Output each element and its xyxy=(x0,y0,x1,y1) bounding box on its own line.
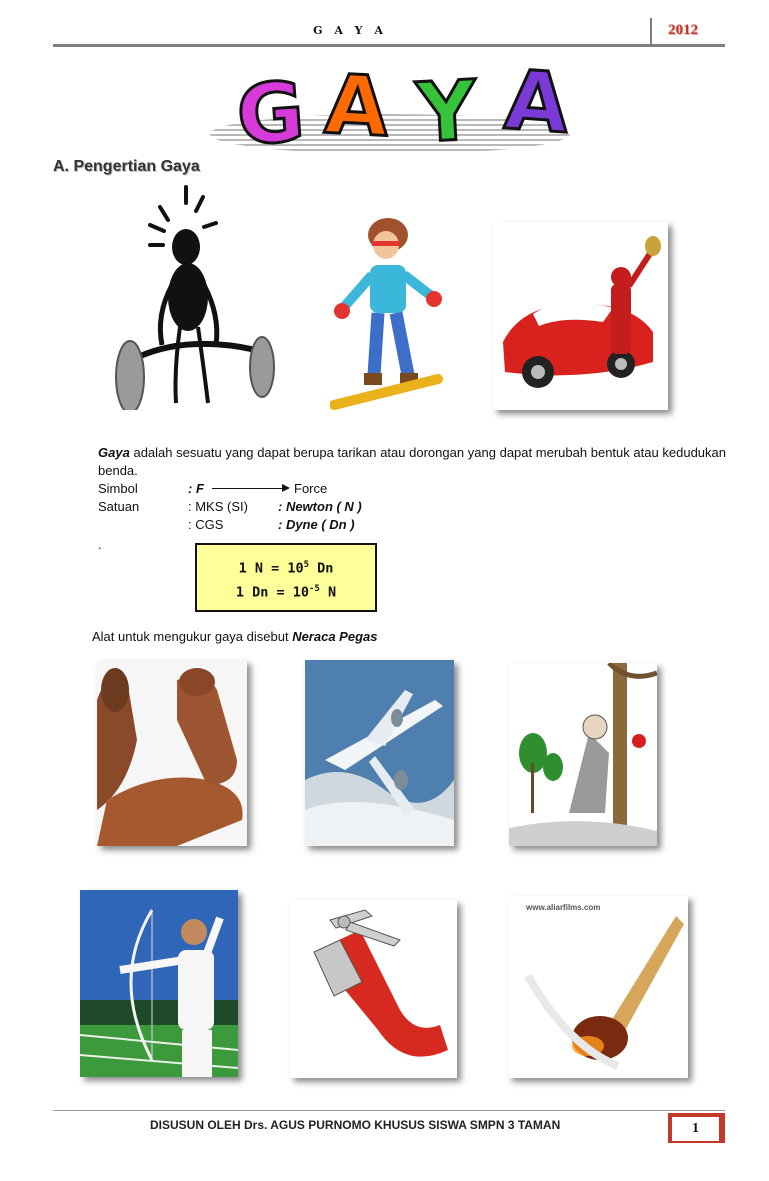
header-year: 2012 xyxy=(668,22,698,38)
symbol-arrow xyxy=(212,488,286,489)
footer-rule xyxy=(53,1110,725,1111)
watermark-text: www.aliarfilms.com xyxy=(526,903,601,912)
tool-sentence xyxy=(92,628,377,646)
weightlifter-image xyxy=(108,185,280,410)
tool-text: Alat untuk mengukur gaya disebut xyxy=(92,629,293,644)
section-heading: A. Pengertian Gaya xyxy=(53,158,200,175)
airplane-image xyxy=(305,660,454,846)
conversion-line-2-unit: N xyxy=(319,584,337,600)
title-banner xyxy=(195,52,585,165)
banner-letter-g: G xyxy=(233,64,308,165)
units-label: Satuan xyxy=(98,499,140,514)
header-rule xyxy=(53,44,725,47)
conversion-line-1-unit: Dn xyxy=(309,560,334,577)
racecar-image xyxy=(493,222,668,410)
symbol-arrow-head xyxy=(282,484,290,492)
conversion-line-1 xyxy=(197,555,375,579)
units-cgs-label: : CGS xyxy=(188,517,224,532)
newton-apple-image xyxy=(509,663,657,846)
units-mks-value: : Newton ( N ) xyxy=(278,499,362,514)
symbol-value-text: : F xyxy=(188,481,204,496)
page-number: 1 xyxy=(672,1117,719,1141)
conversion-line-2-exp: -5 xyxy=(309,583,320,594)
units-cgs-value: : Dyne ( Dn ) xyxy=(278,517,355,532)
definition-text: adalah sesuatu yang dapat berupa tarikan atau dorongan yang dapat merubah bentuk atau kedudukan benda. xyxy=(98,445,726,478)
match-image xyxy=(508,896,688,1078)
banner-letter-a2: A xyxy=(501,52,572,153)
magnet-image xyxy=(290,900,457,1078)
header-title: G A Y A xyxy=(313,24,387,37)
list-dot: . xyxy=(98,537,102,552)
symbol-value xyxy=(188,480,204,498)
units-mks-label: : MKS (SI) xyxy=(188,499,248,514)
definition-term: Gaya xyxy=(98,445,130,460)
conversion-line-1-exp: 5 xyxy=(303,560,310,570)
symbol-meaning: Force xyxy=(294,481,328,496)
muscle-arm-image xyxy=(97,660,247,846)
conversion-line-2-base: 1 Dn = 10 xyxy=(235,584,310,600)
banner-letter-a1: A xyxy=(322,57,391,156)
header-divider xyxy=(650,18,652,45)
footer-credit: DISUSUN OLEH Drs. AGUS PURNOMO KHUSUS SISWA SMPN 3 TAMAN xyxy=(150,1118,561,1132)
archer-image xyxy=(80,890,238,1077)
definition-paragraph xyxy=(98,444,726,480)
conversion-box xyxy=(195,543,377,612)
conversion-line-1-base: 1 N = 10 xyxy=(238,560,304,577)
skater-image xyxy=(330,215,445,410)
conversion-line-2 xyxy=(197,579,375,603)
symbol-label: Simbol xyxy=(98,481,138,496)
tool-name: Neraca Pegas xyxy=(292,629,378,644)
banner-letter-y: Y xyxy=(414,63,479,162)
